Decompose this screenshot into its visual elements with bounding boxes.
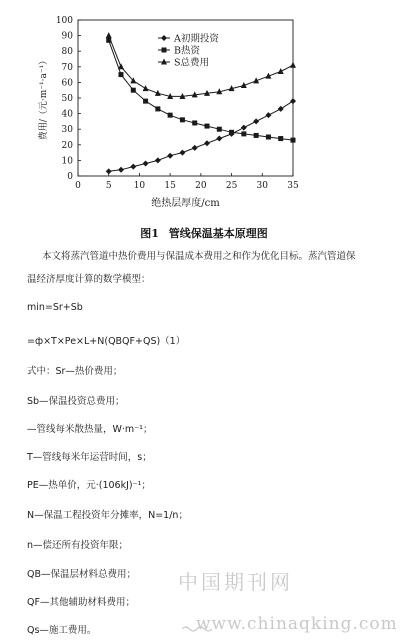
definition-line: n—偿还所有投资年限； <box>27 540 129 551</box>
legend-label: S总费用 <box>174 57 210 69</box>
data-point-1 <box>155 157 161 163</box>
figure-title: 管线保温基本原理图 <box>168 227 268 240</box>
data-point-2 <box>155 106 160 111</box>
definition-line: —管线每米散热量，W·m⁻¹； <box>27 424 153 435</box>
data-point-1 <box>192 145 198 151</box>
x-tick-label: 20 <box>195 181 207 191</box>
data-point-2 <box>192 120 197 125</box>
legend-label: B热资 <box>174 45 200 57</box>
y-tick-label: 90 <box>61 31 73 42</box>
definition-line: QF—其他辅助材料费用； <box>27 597 135 608</box>
cost-chart <box>0 0 408 222</box>
x-tick-label: 25 <box>225 181 238 191</box>
data-point-2 <box>241 131 246 136</box>
data-point-1 <box>118 167 124 173</box>
data-point-1 <box>216 136 222 142</box>
data-point-2 <box>291 138 296 143</box>
data-point-2 <box>229 130 234 135</box>
x-tick-label: 30 <box>256 181 269 191</box>
y-tick-label: 50 <box>61 94 73 104</box>
data-point-1 <box>278 106 284 112</box>
data-point-3 <box>106 32 112 38</box>
data-point-1 <box>204 140 210 146</box>
data-point-3 <box>118 63 124 69</box>
x-tick-label: 0 <box>75 181 81 191</box>
y-tick-label: 40 <box>61 109 73 120</box>
definition-line: N—保温工程投资年分摊率，N=1/n； <box>27 510 188 521</box>
formula-line: =ф×T×Pe×L+N(QBQF+QS)（1） <box>27 336 186 347</box>
x-tick-label: 10 <box>133 181 146 191</box>
data-point-3 <box>278 68 284 74</box>
paragraph-line: 本文将蒸汽管道中热价费用与保温成本费用之和作为优化目标。蒸汽管道保 <box>42 251 356 262</box>
data-point-1 <box>130 164 136 170</box>
x-tick-label: 35 <box>287 181 299 191</box>
figure-caption <box>0 225 408 241</box>
watermark-url: www.chinaqking.com <box>196 614 398 634</box>
paragraph-line: 温经济厚度计算的数学模型： <box>27 274 151 285</box>
watermark-wave-icon <box>182 625 212 633</box>
data-point-2 <box>180 117 185 122</box>
y-tick-label: 70 <box>61 62 73 73</box>
data-point-3 <box>290 62 296 68</box>
y-axis-label: 费用/（元·m⁻¹·a⁻¹） <box>39 55 49 141</box>
data-point-2 <box>217 127 222 132</box>
formula-line: min=Sr+Sb <box>27 302 83 313</box>
x-axis-label: 绝热层厚度/cm <box>151 198 220 209</box>
x-tick-label: 5 <box>105 181 112 191</box>
definition-line: Qs—施工费用。 <box>27 625 97 636</box>
data-point-1 <box>253 118 259 124</box>
data-point-1 <box>265 112 271 118</box>
legend-label: A初期投资 <box>174 33 219 45</box>
y-tick-label: 20 <box>61 140 73 151</box>
data-point-2 <box>131 88 136 93</box>
data-point-1 <box>241 125 247 131</box>
y-tick-label: 80 <box>61 47 73 58</box>
definition-line: Sb—保温投资总费用； <box>27 396 125 407</box>
legend-marker <box>161 35 167 41</box>
definition-line: T—管线每米年运营时间，s； <box>27 452 152 463</box>
data-point-2 <box>266 135 271 140</box>
data-point-2 <box>205 124 210 129</box>
y-tick-label: 100 <box>55 16 73 26</box>
legend-marker <box>162 48 167 53</box>
data-point-3 <box>143 85 149 91</box>
y-tick-label: 60 <box>61 78 73 89</box>
figure-label: 图1 <box>140 227 159 240</box>
data-point-2 <box>168 113 173 118</box>
series-line-2 <box>109 40 293 140</box>
definition-line: 式中：Sr—热价费用； <box>27 366 123 377</box>
data-point-2 <box>143 99 148 104</box>
data-point-1 <box>290 98 296 104</box>
data-point-1 <box>179 150 185 156</box>
watermark-text: 中国期刊网 <box>178 570 293 594</box>
data-point-2 <box>254 133 259 138</box>
chart-svg <box>0 0 408 222</box>
data-point-1 <box>167 153 173 159</box>
data-point-2 <box>119 72 124 77</box>
x-tick-label: 15 <box>164 181 176 191</box>
y-tick-label: 30 <box>61 125 73 136</box>
y-tick-label: 10 <box>61 156 73 167</box>
data-point-1 <box>143 161 149 167</box>
y-tick-label: 0 <box>67 172 73 182</box>
data-point-1 <box>106 168 112 174</box>
definition-line: QB—保温层材料总费用； <box>27 569 136 580</box>
data-point-2 <box>278 136 283 141</box>
definition-line: PE—热单价，元·(106kJ)⁻¹； <box>27 480 151 491</box>
